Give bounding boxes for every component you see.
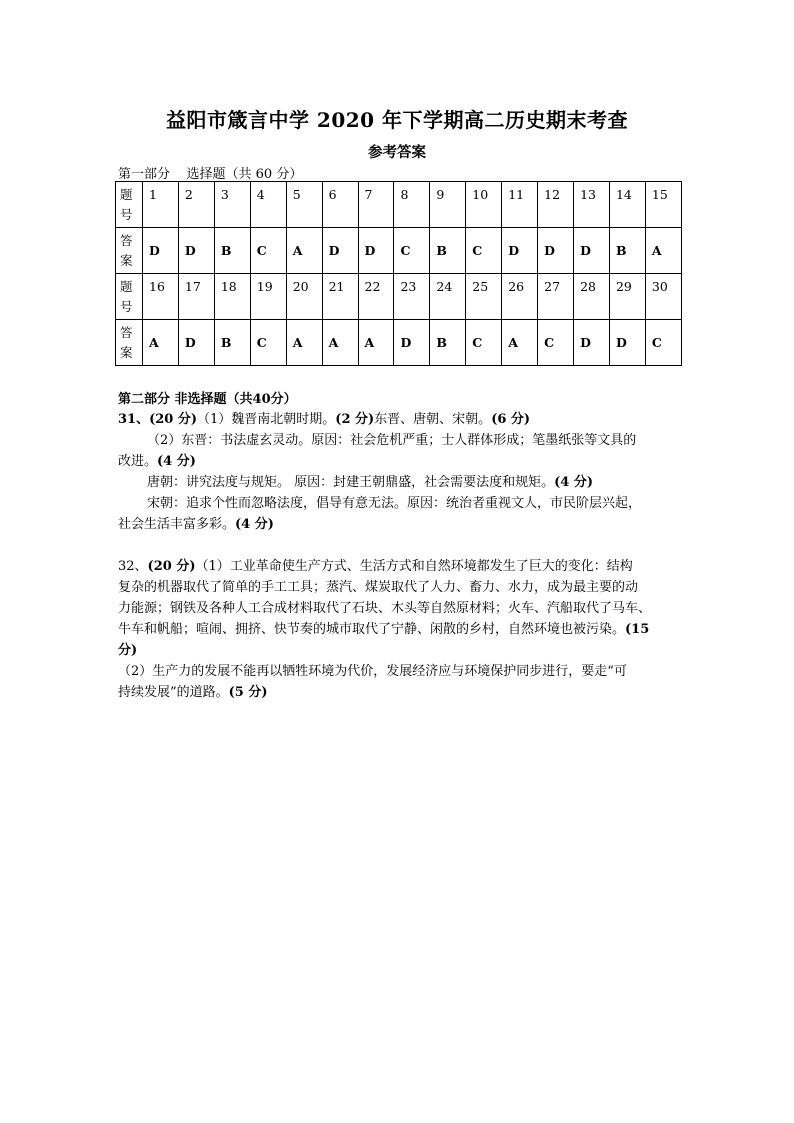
question-number-cell: 4 (250, 182, 286, 228)
answer-cell: D (574, 320, 610, 366)
question-number-cell: 8 (394, 182, 430, 228)
question-number-cell: 14 (609, 182, 645, 228)
answer-table (115, 181, 682, 366)
q31-line-1: 31、(20 分)（1）魏晋南北朝时期。(2 分)东晋、唐朝、宋朝。(6 分) (118, 412, 531, 427)
question-number-cell: 28 (574, 274, 610, 320)
question-32 (118, 556, 680, 703)
answer-cell: D (143, 228, 179, 274)
answer-row (116, 228, 682, 274)
answer-cell: A (286, 320, 322, 366)
question-number-cell: 3 (214, 182, 250, 228)
q32-line-7: 持续发展”的道路。(5 分) (118, 685, 268, 700)
answer-cell: C (394, 228, 430, 274)
answer-cell: A (502, 320, 538, 366)
question-number-cell: 24 (430, 274, 466, 320)
question-number-cell: 30 (645, 274, 681, 320)
question-number-cell: 9 (430, 182, 466, 228)
question-number-cell: 22 (358, 274, 394, 320)
question-number-row (116, 182, 682, 228)
answer-cell: D (322, 228, 358, 274)
answer-cell: A (143, 320, 179, 366)
question-number-cell: 2 (178, 182, 214, 228)
answer-cell: A (645, 228, 681, 274)
answer-cell: C (538, 320, 574, 366)
question-number-cell: 23 (394, 274, 430, 320)
answer-cell: C (645, 320, 681, 366)
row-header: 题 号 (116, 182, 143, 228)
row-header: 答 案 (116, 320, 143, 366)
answer-cell: A (286, 228, 322, 274)
answer-cell: B (609, 228, 645, 274)
q31-line-2: （2）东晋：书法虚玄灵动。原因：社会危机严重；士人群体形成；笔墨纸张等文具的 (147, 433, 637, 448)
question-number-cell: 19 (250, 274, 286, 320)
question-number-row (116, 274, 682, 320)
page-title: 益阳市箴言中学 2020 年下学期高二历史期末考查 (165, 108, 629, 132)
question-number-cell: 6 (322, 182, 358, 228)
answer-row (116, 320, 682, 366)
question-number-cell: 17 (178, 274, 214, 320)
question-number-cell: 15 (645, 182, 681, 228)
question-number-cell: 20 (286, 274, 322, 320)
question-31 (118, 409, 680, 535)
answer-cell: D (178, 228, 214, 274)
answer-cell: B (214, 320, 250, 366)
q32-line-6: （2）生产力的发展不能再以牺牲环境为代价，发展经济应与环境保护同步进行，要走“可 (118, 664, 627, 679)
part2-label (118, 389, 680, 410)
answer-cell: B (430, 228, 466, 274)
q32-line-3: 力能源；钢铁及各种人工合成材料取代了石块、木头等自然原材料；火车、汽船取代了马车、 (118, 601, 652, 616)
question-number-cell: 11 (502, 182, 538, 228)
row-header: 答 案 (116, 228, 143, 274)
q32-line-2: 复杂的机器取代了简单的手工工具；蒸汽、煤炭取代了人力、畜力、水力，成为最主要的动 (118, 580, 639, 595)
answer-cell: D (609, 320, 645, 366)
answer-cell: D (502, 228, 538, 274)
q31-line-6: 社会生活丰富多彩。(4 分) (118, 517, 274, 532)
answer-cell: C (250, 228, 286, 274)
answer-cell: C (466, 320, 502, 366)
question-number-cell: 25 (466, 274, 502, 320)
row-header: 题 号 (116, 274, 143, 320)
question-number-cell: 7 (358, 182, 394, 228)
answer-cell: B (430, 320, 466, 366)
answer-cell: D (538, 228, 574, 274)
question-number-cell: 18 (214, 274, 250, 320)
answer-cell: D (358, 228, 394, 274)
question-number-cell: 13 (574, 182, 610, 228)
answer-cell: C (466, 228, 502, 274)
answer-cell: A (322, 320, 358, 366)
q32-line-1: 32、(20 分)（1）工业革命使生产方式、生活方式和自然环境都发生了巨大的变化：结构 (118, 559, 633, 574)
question-number-cell: 29 (609, 274, 645, 320)
question-number-cell: 21 (322, 274, 358, 320)
q31-line-5: 宋朝：追求个性而忽略法度，倡导有意无法。原因：统治者重视文人，市民阶层兴起， (147, 496, 642, 511)
q32-line-5: 分) (118, 643, 138, 658)
q31-line-4: 唐朝：讲究法度与规矩。 原因：封建王朝鼎盛，社会需要法度和规矩。(4 分) (147, 475, 594, 490)
q32-line-4: 牛车和帆船；喧闹、拥挤、快节奏的城市取代了宁静、闲散的乡村，自然环境也被污染。(15 (118, 622, 650, 637)
question-number-cell: 12 (538, 182, 574, 228)
q31-line-3: 改进。(4 分) (118, 454, 196, 469)
question-number-cell: 26 (502, 274, 538, 320)
answer-cell: D (574, 228, 610, 274)
answer-cell: D (178, 320, 214, 366)
part2-heading: 第二部分 非选择题（共40分） (118, 392, 297, 407)
page-subtitle: 参考答案 (368, 144, 426, 161)
question-number-cell: 16 (143, 274, 179, 320)
answer-cell: B (214, 228, 250, 274)
answer-cell: A (358, 320, 394, 366)
question-number-cell: 27 (538, 274, 574, 320)
question-number-cell: 1 (143, 182, 179, 228)
answer-cell: C (250, 320, 286, 366)
question-number-cell: 5 (286, 182, 322, 228)
part1-label: 第一部分 选择题（共 60 分） (118, 167, 303, 182)
question-number-cell: 10 (466, 182, 502, 228)
answer-cell: D (394, 320, 430, 366)
